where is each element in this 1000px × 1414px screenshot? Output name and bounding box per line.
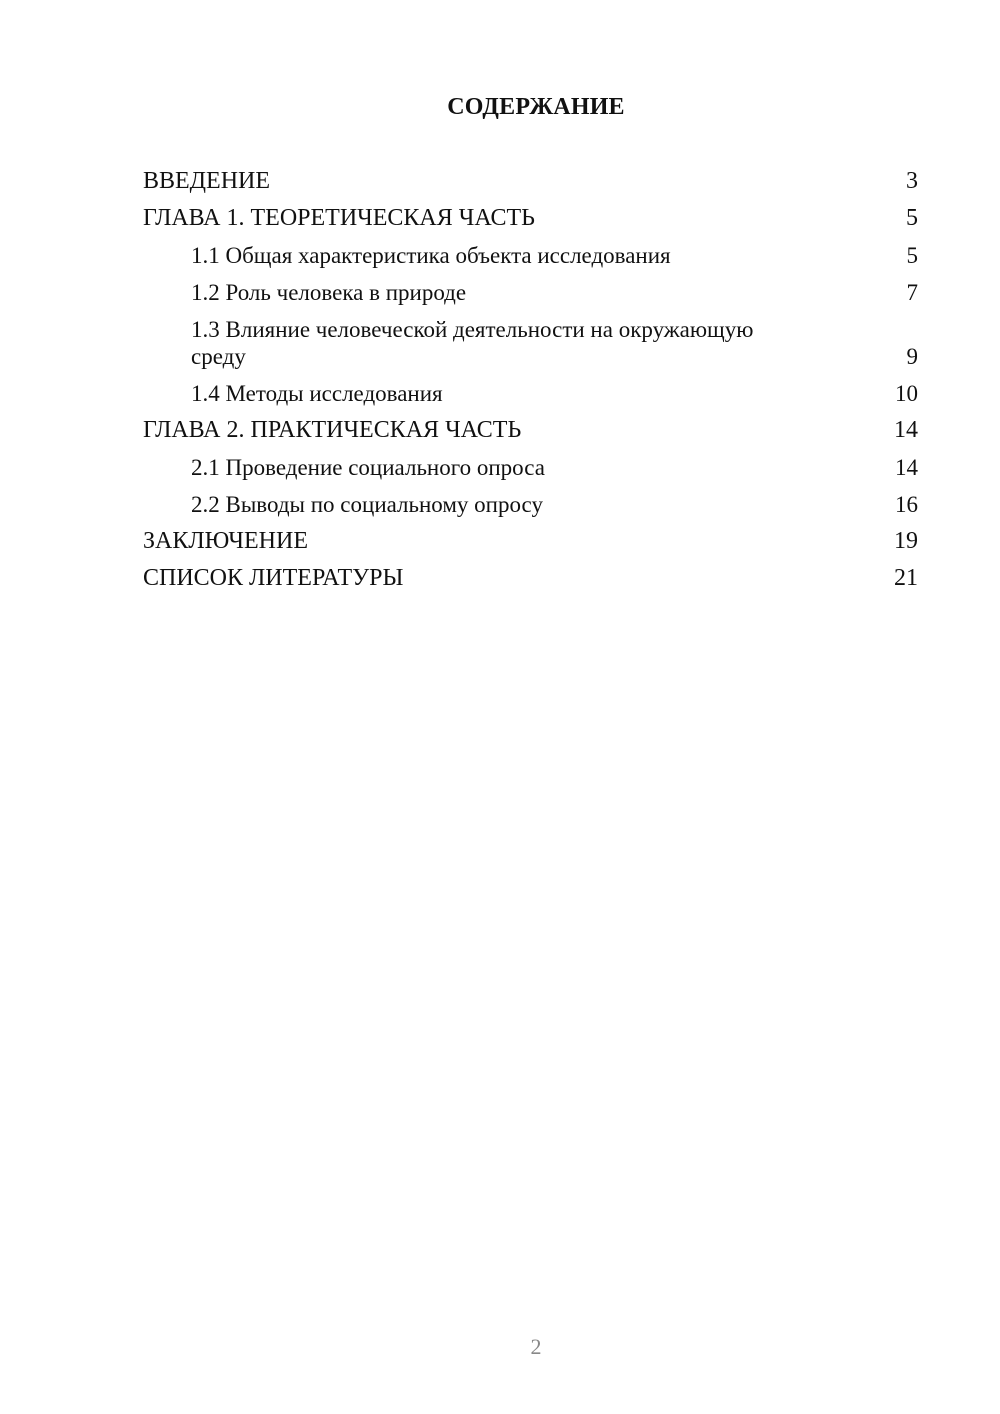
toc-entry-label: СПИСОК ЛИТЕРАТУРЫ [143,565,404,591]
toc-entry-section-1-4[interactable] [143,380,918,407]
toc-entry-page: 9 [906,344,918,369]
toc-entry-label: ЗАКЛЮЧЕНИЕ [143,528,308,554]
toc-entry-page: 14 [895,455,918,480]
toc-entry-label: 2.2 Выводы по социальному опросу [191,492,543,517]
toc-entry-label: ВВЕДЕНИЕ [143,168,271,194]
toc-entry-section-1-3[interactable] [143,316,918,370]
toc-entry-label: ГЛАВА 2. ПРАКТИЧЕСКАЯ ЧАСТЬ [143,417,522,443]
page-number: 2 [530,1334,542,1359]
toc-entry-page: 16 [895,492,918,517]
toc-entry-section-1-1[interactable] [143,242,918,269]
toc-entry-page: 5 [906,243,918,268]
toc-entry-section-2-2[interactable] [143,491,918,518]
table-of-contents [143,168,918,602]
toc-entry-page: 7 [906,280,918,305]
toc-entry-label: 1.4 Методы исследования [191,381,443,406]
toc-entry-page: 14 [894,417,918,443]
toc-entry-chapter-2[interactable] [143,417,918,444]
toc-entry-bibliography[interactable] [143,565,918,592]
toc-entry-label: 1.3 Влияние человеческой деятельности на окружающую среду [191,317,754,369]
toc-entry-section-1-2[interactable] [143,279,918,306]
toc-entry-introduction[interactable] [143,168,918,195]
toc-entry-label: 2.1 Проведение социального опроса [191,455,545,480]
toc-entry-conclusion[interactable] [143,528,918,555]
toc-entry-page: 21 [894,565,918,591]
toc-entry-label: 1.1 Общая характеристика объекта исследования [191,243,671,268]
toc-entry-chapter-1[interactable] [143,205,918,232]
toc-entry-page: 10 [895,381,918,406]
toc-title: СОДЕРЖАНИЕ [447,94,625,120]
toc-entry-section-2-1[interactable] [143,454,918,481]
toc-entry-label: 1.2 Роль человека в природе [191,280,467,305]
toc-entry-label: ГЛАВА 1. ТЕОРЕТИЧЕСКАЯ ЧАСТЬ [143,205,535,231]
toc-entry-page: 19 [894,528,918,554]
toc-entry-page: 3 [906,168,918,194]
toc-entry-page: 5 [906,205,918,231]
